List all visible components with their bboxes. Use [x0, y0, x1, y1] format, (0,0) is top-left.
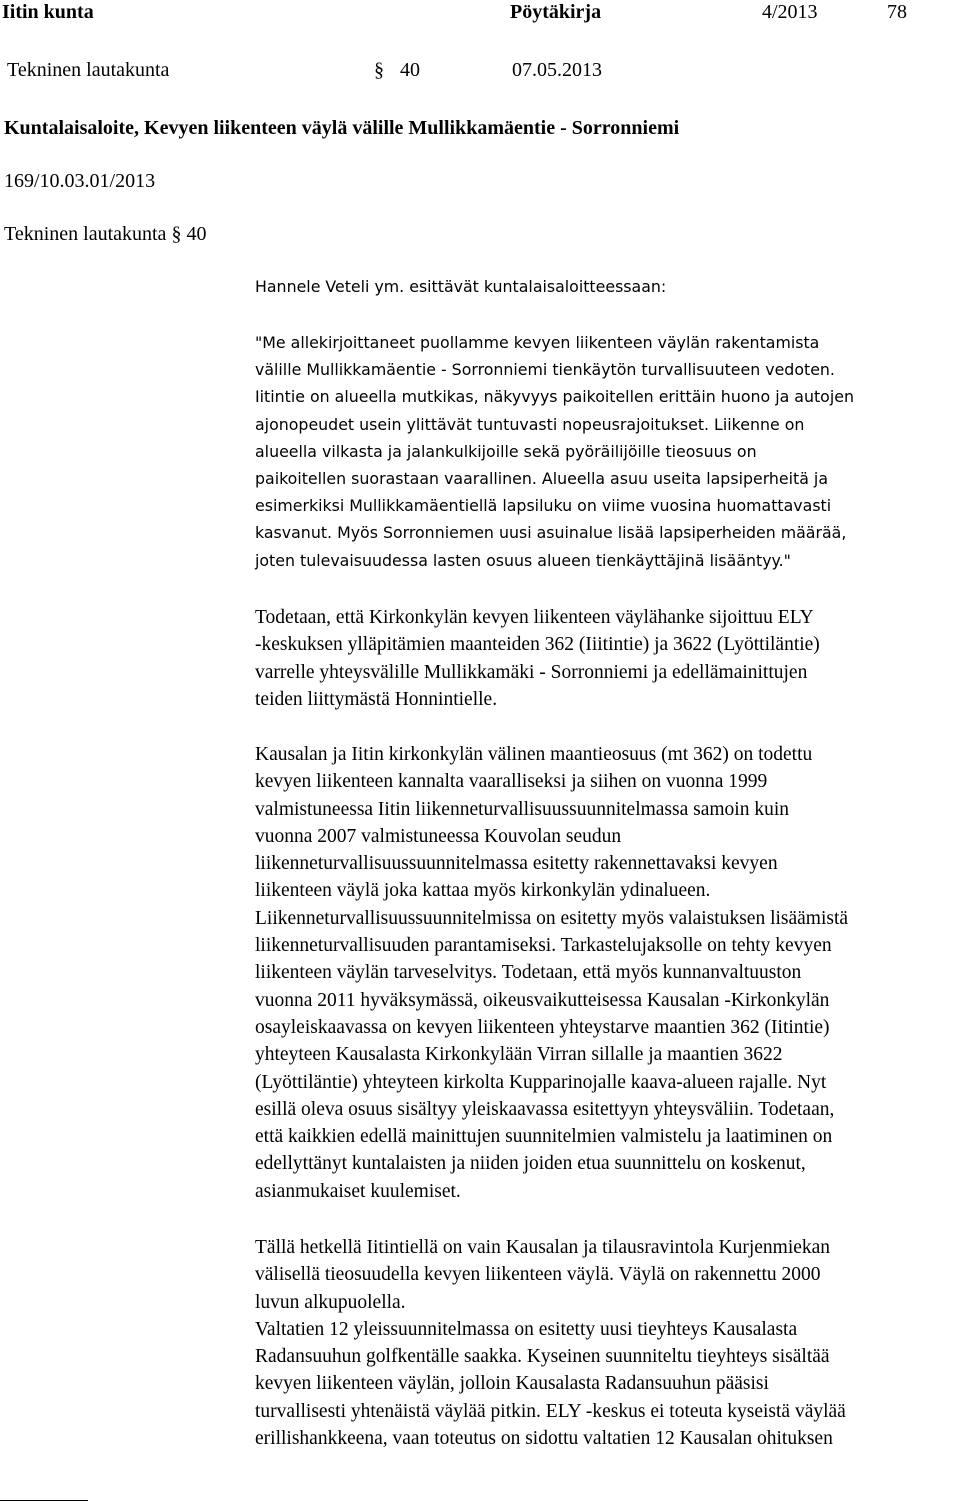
quote-line: välille Mullikkamäentie - Sorronniemi tienkäytön turvallisuuteen vedoten. [255, 360, 835, 380]
paragraph-line: kevyen liikenteen väylän, jolloin Kausalasta Radansuuhun pääsisi [255, 1373, 769, 1395]
quote-line: ajonopeudet usein ylittävät tuntuvasti nopeusrajoitukset. Liikenne on [255, 414, 805, 434]
paragraph-line: varrelle yhteysvälille Mullikkamäki - Sorronniemi ja edellämainittujen [255, 661, 808, 683]
item-committee-section-number: 40 [186, 223, 207, 245]
paragraph-line: välisellä tieosuudella kevyen liikenteen väylä. Väylä on rakennettu 2000 [255, 1264, 821, 1286]
paragraph-line: että kaikkien edellä mainittujen suunnitelmien valmistelu ja laatiminen on [255, 1126, 833, 1148]
quote-line: alueella vilkasta ja jalankulkijoille sekä pyöräilijöille tieosuus on [255, 441, 757, 461]
paragraph-line: teiden liittymästä Honnintielle. [255, 688, 498, 710]
intro-line: Hannele Veteli ym. esittävät kuntalaisaloitteessaan: [255, 277, 667, 296]
paragraph-line: liikenneturvallisuussuunnitelmassa esitetty rakennettavaksi kevyen [255, 853, 778, 875]
paragraph-line: Kausalan ja Iitin kirkonkylän välinen maantieosuus (mt 362) on todettu [255, 744, 813, 765]
paragraph-line: valmistuneessa Iitin liikenneturvallisuussuunnitelmassa samoin kuin [255, 798, 790, 820]
paragraph-line: Todetaan, että Kirkonkylän kevyen liikenteen väylähanke sijoittuu ELY [255, 607, 814, 628]
quote-line: paikoitellen suorastaan vaarallinen. Alueella asuu useita lapsiperheitä ja [255, 469, 828, 489]
paragraph-line: vuonna 2007 valmistuneessa Kouvolan seudun [255, 825, 622, 847]
footer-rule [0, 1500, 88, 1501]
item-committee [4, 222, 206, 246]
paragraph-line: erillishankkeena, vaan toteutus on sidottu valtatien 12 Kausalan ohituksen [255, 1428, 833, 1450]
paragraph-4 [255, 1234, 960, 1452]
paragraph-line: liikenteen väylä joka kattaa myös kirkonkylän ydinalueen. [255, 880, 711, 902]
committee-name: Tekninen lautakunta [7, 59, 170, 81]
paragraph-line: asianmukaiset kuulemiset. [255, 1180, 461, 1202]
paragraph-2 [255, 604, 960, 713]
quote-line: Iitintie on alueella mutkikas, näkyvyys paikoitellen erittäin huono ja autojen [255, 387, 854, 407]
paragraph-line: yhteyteen Kausalasta Kirkonkylään Virran sillalle ja maantien 3622 [255, 1044, 783, 1066]
paragraph-line: esillä oleva osuus sisältyy yleiskaavassa esitettyyn yhteysväliin. Todetaan, [255, 1098, 835, 1120]
item-committee-section-mark: § [171, 223, 182, 245]
paragraph-3 [255, 741, 960, 1205]
paragraph-line: Tällä hetkellä Iitintiellä on vain Kausalan ja tilausravintola Kurjenmiekan [255, 1237, 831, 1258]
paragraph-line: vuonna 2011 hyväksymässä, oikeusvaikutteisessa Kausalan -Kirkonkylän [255, 989, 830, 1011]
item-committee-name: Tekninen lautakunta [4, 223, 167, 245]
paragraph-line: (Lyöttiläntie) yhteyteen kirkolta Kupparinojalle kaava-alueen rajalle. Nyt [255, 1071, 827, 1093]
section-number: 40 [400, 59, 420, 81]
page-number: 78 [887, 1, 907, 23]
paragraph-line: liikenneturvallisuuden parantamiseksi. Tarkastelujaksolle on tehty kevyen [255, 935, 832, 957]
paragraph-line: osayleiskaavassa on kevyen liikenteen yhteystarve maantien 362 (Iitintie) [255, 1016, 830, 1038]
document-type: Pöytäkirja [510, 1, 602, 23]
paragraph-line: Radansuuhun golfkentälle saakka. Kyseinen suunniteltu tieyhteys sisältää [255, 1346, 830, 1368]
paragraph-line: kevyen liikenteen kannalta vaaralliseksi ja siihen on vuonna 1999 [255, 771, 768, 793]
quote-line: joten tulevaisuudessa lasten osuus alueen tienkäyttäjinä lisääntyy." [255, 550, 791, 570]
paragraph-line: Liikenneturvallisuussuunnitelmissa on esitetty myös valaistuksen lisäämistä [255, 907, 849, 929]
item-title: Kuntalaisaloite, Kevyen liikenteen väylä välille Mullikkamäentie - Sorronniemi [4, 117, 680, 139]
paragraph-line: turvallisesti yhtenäistä väylää pitkin. ELY -keskus ei toteuta kyseistä väylää [255, 1400, 846, 1422]
paragraph-line: edellyttänyt kuntalaisten ja niiden joiden etua suunnittelu on koskenut, [255, 1153, 806, 1175]
quote-line: "Me allekirjoittaneet puollamme kevyen liikenteen väylän rakentamista [255, 333, 820, 352]
quote-line: kasvanut. Myös Sorronniemen uusi asuinalue lisää lapsiperheiden määrää, [255, 523, 847, 543]
issue-number: 4/2013 [762, 1, 818, 23]
section-mark: § [374, 59, 384, 81]
paragraph-line: luvun alkupuolella. [255, 1291, 406, 1313]
paragraph-line: Valtatien 12 yleissuunnitelmassa on esitetty uusi tieyhteys Kausalasta [255, 1318, 798, 1340]
meeting-date: 07.05.2013 [512, 59, 602, 81]
quote-line: esimerkiksi Mullikkamäentiellä lapsiluku on viime vuosina huomattavasti [255, 496, 832, 516]
paragraph-line: -keskuksen ylläpitämien maanteiden 362 (Iiitintie) ja 3622 (Lyöttiläntie) [255, 634, 820, 656]
item-reference: 169/10.03.01/2013 [4, 170, 156, 192]
paragraph-line: liikenteen väylän tarveselvitys. Todetaan, että myös kunnanvaltuuston [255, 962, 802, 984]
quote-paragraph [255, 329, 960, 574]
municipality-name: Iitin kunta [2, 1, 94, 23]
